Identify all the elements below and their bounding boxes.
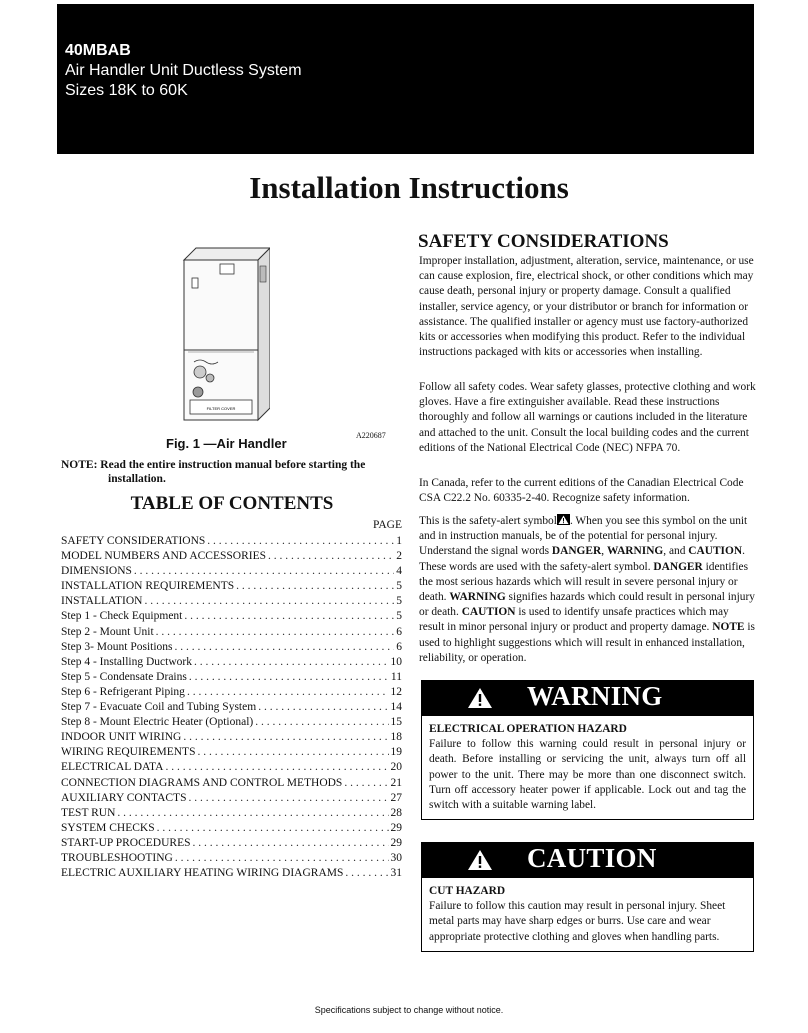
toc-entry-page: 27	[390, 791, 402, 804]
toc-entry-label: DIMENSIONS	[61, 565, 132, 578]
toc-leader-dots	[184, 609, 394, 624]
toc-entry-label: ELECTRICAL DATA	[61, 761, 164, 774]
toc-entry-page: 18	[390, 731, 402, 744]
p4-text-b: . When you see this symbol on the unit and in instruction manuals, be of the potential for personal injury. Understand the signal words	[419, 515, 748, 558]
toc-entry[interactable]	[61, 640, 402, 655]
toc-entry[interactable]	[61, 655, 402, 670]
toc-entry-page: 14	[390, 701, 402, 714]
caution-triangle-icon	[467, 849, 493, 871]
caution-banner	[421, 842, 754, 878]
toc-leader-dots	[193, 836, 389, 851]
document-header	[57, 4, 754, 154]
warning-body	[421, 716, 754, 820]
warning-banner	[421, 680, 754, 716]
toc-entry-label: Step 1 - Check Equipment	[61, 610, 183, 623]
p4-warning: WARNING	[606, 545, 664, 558]
p4-text-f: identifies the most serious hazards which will result in severe personal injury or death.	[419, 560, 749, 604]
toc-entry-label: Step 8 - Mount Electric Heater (Optional)	[61, 716, 254, 729]
toc-entry-label: INSTALLATION	[61, 595, 143, 608]
toc-entry-label: Step 2 - Mount Unit	[61, 625, 154, 638]
caution-word: CAUTION	[527, 843, 657, 873]
toc-entry[interactable]	[61, 745, 402, 760]
toc-leader-dots	[117, 806, 388, 821]
p4-danger-2: DANGER	[653, 560, 703, 573]
toc-entry-page: 5	[396, 595, 402, 608]
footer-disclaimer: Specifications subject to change without notice.	[314, 1005, 504, 1015]
toc-entry-page: 20	[390, 761, 402, 774]
toc-entry[interactable]	[61, 715, 402, 730]
toc-entry[interactable]	[61, 806, 402, 821]
toc-entry-page: 11	[390, 670, 402, 683]
warning-triangle-icon	[467, 687, 493, 709]
toc-entry-page: 28	[390, 806, 402, 819]
toc-entry-label: START-UP PROCEDURES	[61, 836, 191, 849]
toc-leader-dots	[345, 866, 388, 881]
caution-body	[421, 878, 754, 952]
toc-entry[interactable]	[61, 534, 402, 549]
toc-entry-page: 12	[390, 685, 402, 698]
toc-entry-page: 1	[396, 535, 402, 547]
toc-entry[interactable]	[61, 836, 402, 851]
toc-entry[interactable]	[61, 776, 402, 791]
toc-leader-dots	[134, 564, 394, 579]
toc-page-header: PAGE	[373, 519, 402, 531]
safety-paragraph-3: In Canada, refer to the current editions of the Canadian Electrical Code CSA C22.2 No. 60335-2-40. Recognize safety information.	[419, 477, 744, 505]
p4-text-e: . These words are used with the safety-alert symbol.	[419, 545, 745, 573]
toc-entry-label: SYSTEM CHECKS	[61, 821, 155, 834]
toc-entry[interactable]	[61, 670, 402, 685]
toc-entry-page: 19	[390, 746, 402, 759]
toc-leader-dots	[207, 534, 394, 549]
toc-entry-label: Step 5 - Condensate Drains	[61, 670, 187, 683]
toc-entry-label: INSTALLATION REQUIREMENTS	[61, 580, 235, 593]
toc-entry[interactable]	[61, 700, 402, 715]
warning-text: Failure to follow this warning could result in personal injury or death. Before installing or servicing the unit, always turn off all power to the unit. There may be more than one disconnect switch. Turn off accessory heater power if applicable. Lock out and tag the switch with a suitable warning label.	[429, 738, 746, 812]
toc-entry-label: Step 3- Mount Positions	[61, 640, 173, 653]
toc-entry[interactable]	[61, 866, 402, 881]
toc-entry[interactable]	[61, 549, 402, 564]
toc-entry-label: Step 4 - Installing Ductwork	[61, 655, 192, 668]
toc-entry-page: 4	[396, 565, 402, 578]
p4-warning-2: WARNING	[449, 591, 506, 604]
toc-leader-dots	[156, 625, 395, 640]
caution-hazard-title: CUT HAZARD	[429, 885, 506, 897]
toc-leader-dots	[157, 821, 389, 836]
toc-entry-label: Step 7 - Evacuate Coil and Tubing System	[61, 701, 257, 714]
toc-entry-page: 10	[390, 655, 402, 668]
toc-entry-page: 21	[390, 776, 402, 789]
toc-entry-page: 29	[390, 821, 402, 834]
caution-text: Failure to follow this caution may result in personal injury. Sheet metal parts may have sharp edges or burrs. Use care and wear appropriate protective clothing and gloves when handling parts.	[429, 900, 726, 943]
toc-leader-dots	[344, 776, 388, 791]
warning-callout	[421, 680, 754, 820]
toc-leader-dots	[175, 640, 395, 655]
toc-leader-dots	[144, 594, 394, 609]
warning-word: WARNING	[527, 681, 663, 711]
figure-caption: Fig. 1 —Air Handler	[166, 436, 287, 451]
toc-entry-label: WIRING REQUIREMENTS	[61, 746, 196, 759]
toc-title: TABLE OF CONTENTS	[130, 493, 334, 514]
p4-note: NOTE	[712, 621, 745, 634]
table-of-contents	[61, 534, 402, 881]
toc-entry[interactable]	[61, 609, 402, 624]
toc-entry-label: Step 6 - Refrigerant Piping	[61, 685, 185, 698]
toc-entry[interactable]	[61, 730, 402, 745]
figure-id: A220687	[356, 431, 386, 440]
toc-leader-dots	[236, 579, 394, 594]
toc-entry[interactable]	[61, 579, 402, 594]
toc-entry-page: 6	[396, 625, 402, 638]
warning-hazard-title: ELECTRICAL OPERATION HAZARD	[429, 723, 627, 735]
filter-cover-label: FILTER COVER	[206, 406, 236, 411]
caution-callout	[421, 842, 754, 952]
toc-entry-label: TEST RUN	[61, 806, 116, 819]
p4-text-a: This is the safety-alert symbol	[419, 515, 557, 527]
toc-entry[interactable]	[61, 760, 402, 775]
p4-text-c: ,	[601, 545, 607, 558]
document-title: Installation Instructions	[249, 170, 569, 205]
toc-leader-dots	[255, 715, 388, 730]
toc-entry[interactable]	[61, 851, 402, 866]
air-handler-illustration	[178, 244, 270, 422]
toc-entry[interactable]	[61, 791, 402, 806]
toc-entry-page: 6	[396, 640, 402, 653]
toc-entry-page: 2	[396, 550, 402, 563]
toc-entry[interactable]	[61, 564, 402, 579]
toc-entry-page: 29	[390, 836, 402, 849]
toc-leader-dots	[187, 685, 389, 700]
toc-entry-page: 30	[390, 851, 402, 864]
toc-leader-dots	[175, 851, 389, 866]
p4-text-g: signifies hazards which could result in personal injury or death.	[419, 591, 755, 619]
toc-leader-dots	[189, 670, 389, 685]
safety-paragraph-2: Follow all safety codes. Wear safety glasses, protective clothing and work gloves. Have a fire extinguisher available. Read these instructions thoroughly and follow all warnings or cautions included in the literature and attached to the unit. Consult the local building codes and the current editions of the National Electrical Code (NEC) NFPA 70.	[419, 381, 756, 454]
toc-leader-dots	[258, 700, 388, 715]
model-number: 40MBAB	[65, 42, 131, 59]
p4-danger: DANGER	[551, 545, 602, 558]
toc-leader-dots	[268, 549, 394, 564]
toc-entry-label: ELECTRIC AUXILIARY HEATING WIRING DIAGRAMS	[61, 867, 344, 880]
toc-entry-label: SAFETY CONSIDERATIONS	[61, 535, 206, 547]
toc-leader-dots	[188, 791, 388, 806]
installation-note: NOTE: Read the entire instruction manual before starting the installation.	[61, 459, 366, 485]
p4-caution-2: CAUTION	[461, 606, 516, 619]
toc-entry-label: TROUBLESHOOTING	[61, 851, 173, 864]
safety-alert-icon	[557, 514, 570, 525]
toc-entry[interactable]	[61, 821, 402, 836]
p4-text-i: is used to highlight suggestions which will result in enhanced installation, reliability, or operation.	[419, 621, 755, 664]
safety-paragraph-1: Improper installation, adjustment, alteration, service, maintenance, or use can cause explosion, fire, electrical shock, or other conditions which may cause death, personal injury or property damage. Consult a qualified installer, service agency, or your distributor or branch for information or assistance. The qualified installer or agency must use factory-authorized kits or accessories when modifying this product. Refer to the individual instructions packaged with kits or accessories when installing.	[419, 255, 754, 359]
toc-entry-page: 15	[390, 716, 402, 729]
safety-paragraph-4	[419, 514, 756, 666]
toc-leader-dots	[194, 655, 389, 670]
toc-entry-page: 31	[390, 867, 402, 880]
toc-leader-dots	[197, 745, 388, 760]
product-name: Air Handler Unit Ductless System	[65, 62, 302, 79]
p4-text-d: , and	[663, 545, 689, 558]
safety-section-title: SAFETY CONSIDERATIONS	[418, 231, 669, 252]
toc-entry[interactable]	[61, 594, 402, 609]
toc-entry-label: MODEL NUMBERS AND ACCESSORIES	[61, 550, 267, 563]
toc-entry-page: 5	[396, 610, 402, 623]
toc-entry-label: INDOOR UNIT WIRING	[61, 731, 182, 744]
toc-entry-label: AUXILIARY CONTACTS	[61, 791, 187, 804]
product-sizes: Sizes 18K to 60K	[65, 82, 188, 99]
toc-entry-label: CONNECTION DIAGRAMS AND CONTROL METHODS	[61, 776, 343, 789]
toc-entry[interactable]	[61, 685, 402, 700]
toc-leader-dots	[183, 730, 388, 745]
toc-entry[interactable]	[61, 625, 402, 640]
p4-caution: CAUTION	[688, 545, 743, 558]
toc-leader-dots	[165, 760, 388, 775]
p4-text-h: is used to identify unsafe practices which may result in minor personal injury or product and property damage.	[419, 606, 729, 634]
toc-entry-page: 5	[396, 580, 402, 593]
